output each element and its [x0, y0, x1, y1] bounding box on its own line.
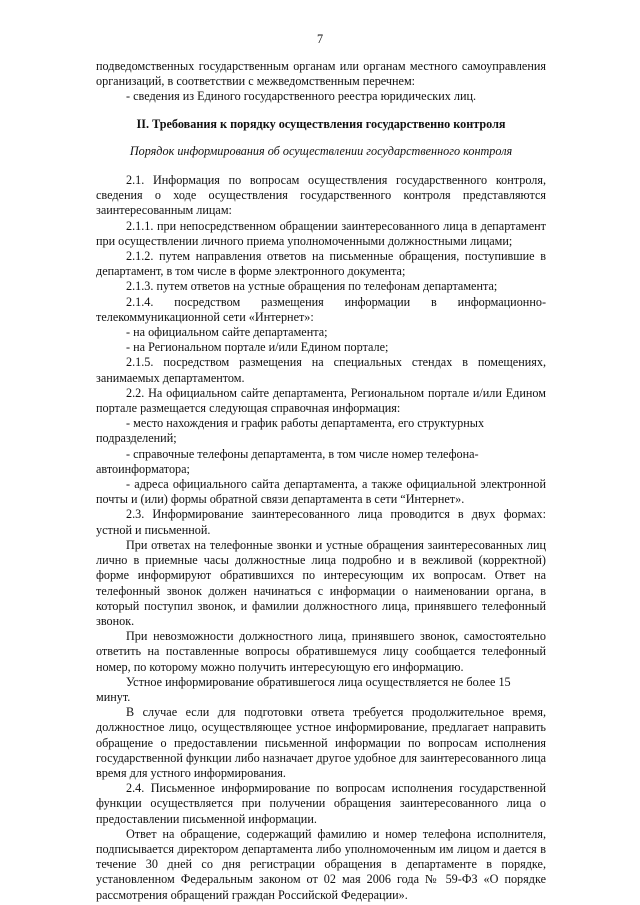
document-body — [96, 59, 546, 903]
list-item: - на Региональном портале и/или Едином портале; — [126, 340, 389, 355]
section-subtitle: Порядок информирования об осуществлении государственного контроля — [129, 143, 513, 158]
section-title: II. Требования к порядку осуществления государственно контроля — [136, 116, 506, 131]
list-item: - адреса официального сайта департамента, а также официальной электронной почты и (или) формы обратной связи департамента в сети “Интернет». — [96, 477, 546, 507]
paragraph: 2.1.1. при непосредственном обращении заинтересованного лица в департамент при осуществлении личного приема уполномоченными должностными лицами; — [96, 218, 546, 248]
paragraph: 2.1.4. посредством размещения информации в информационно-телекоммуникационной сети «Интернет»: — [96, 294, 546, 324]
paragraph: Устное информирование обратившегося лица осуществляется не более 15 минут. — [96, 674, 511, 704]
paragraph: При ответах на телефонные звонки и устные обращения заинтересованных лиц лично в приемные часы должностные лица подробно и в вежливой (корректной) форме информируют обратившихся по интересующим их вопросам. Ответ на телефонный звонок должен начинаться с информации о наименовании органа, в который поступил звонок, и фамилии должностного лица, принявшего телефонный звонок. — [96, 537, 546, 628]
paragraph: 2.3. Информирование заинтересованного лица проводится в двух формах: устной и письменной. — [96, 507, 546, 537]
list-item: - место нахождения и график работы департамента, его структурных подразделений; — [96, 416, 485, 446]
paragraph: Ответ на обращение, содержащий фамилию и номер телефона исполнителя, подписывается директором департамента либо уполномоченным им лицом и дается в течение 30 дней со дня регистрации обращения в департаменте в порядке, установленном Федеральным законом от 02 мая 2006 года № 59-ФЗ «О порядке рассмотрения обращений граждан Российской Федерации». — [96, 826, 546, 902]
page-number: 7 — [316, 32, 324, 46]
paragraph: 2.1.3. путем ответов на устные обращения по телефонам департамента; — [126, 279, 498, 294]
paragraph: 2.2. На официальном сайте департамента, Региональном портале и/или Едином портале размещается следующая справочная информация: — [96, 385, 546, 416]
intro-list-item: - сведения из Единого государственного реестра юридических лиц. — [126, 89, 477, 104]
paragraph: 2.1.5. посредством размещения на специальных стендах в помещениях, занимаемых департаментом. — [96, 355, 546, 385]
paragraph: При невозможности должностного лица, принявшего звонок, самостоятельно ответить на поставленные вопросы обратившемуся лицу сообщается телефонный номер, по которому можно получить интересующую его информацию. — [96, 629, 546, 674]
paragraph: 2.1.2. путем направления ответов на письменные обращения, поступившие в департамент, в том числе в форме электронного документа; — [96, 249, 546, 279]
list-item: - на официальном сайте департамента; — [126, 325, 328, 340]
list-item: - справочные телефоны департамента, в том числе номер телефона-автоинформатора; — [96, 446, 479, 476]
paragraph: В случае если для подготовки ответа требуется продолжительное время, должностное лицо, осуществляющее устное информирование, предлагает направить обращение о предоставлении письменной информации по вопросам исполнения государственной функции либо назначает другое удобное для заинтересованного лица время для устного информирования. — [96, 705, 546, 780]
paragraph: 2.4. Письменное информирование по вопросам исполнения государственной функции осуществляется при получении обращения заинтересованного лица о предоставлении письменной информации. — [96, 781, 546, 826]
intro-paragraph: подведомственных государственным органам или органам местного самоуправления организаций, в соответствии с межведомственным перечнем: — [96, 59, 546, 89]
paragraph: 2.1. Информация по вопросам осуществления государственного контроля, сведения о ходе осуществления государственного контроля представляются заинтересованным лицам: — [96, 173, 546, 218]
